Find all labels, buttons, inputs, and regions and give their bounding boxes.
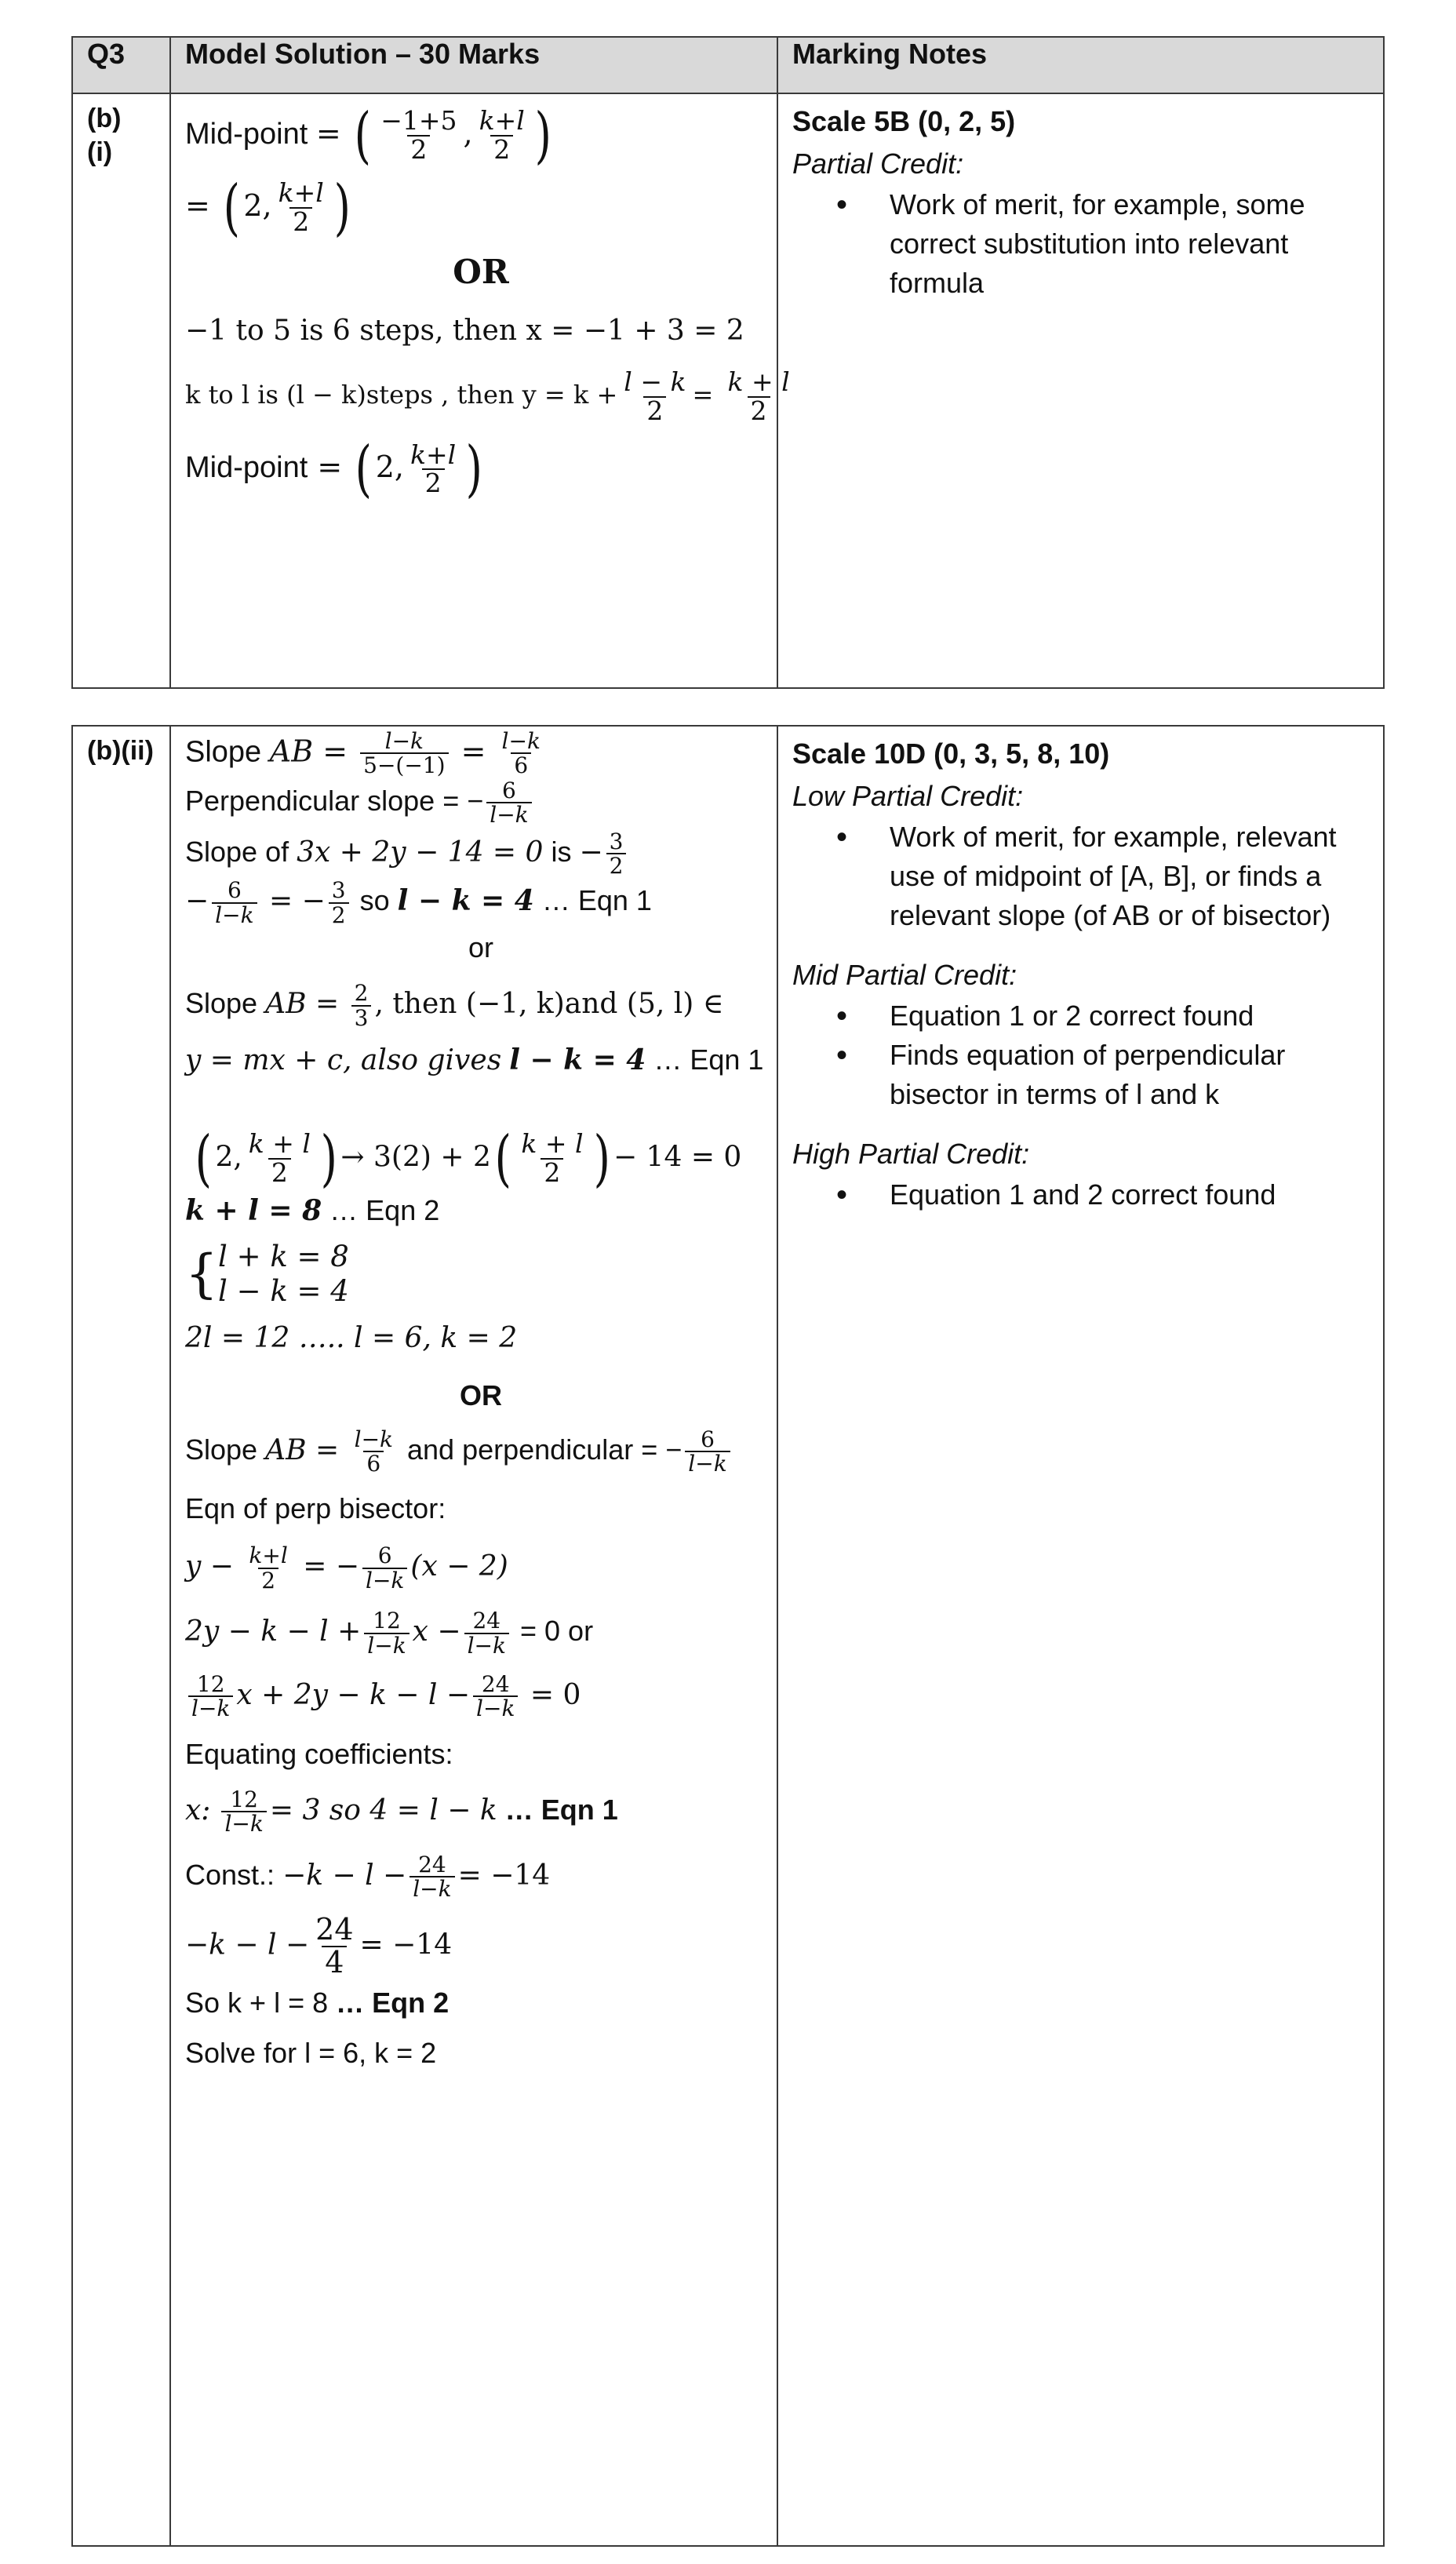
list-item: • Equation 1 or 2 correct found xyxy=(792,996,1383,1036)
eqn2-line: k + l = 8 … Eqn 2 xyxy=(185,1193,440,1227)
high-partial-credit-label: High Partial Credit: xyxy=(792,1138,1030,1170)
x-coefficient-line: x: $\frac{12}{l-k}$ = 3 so 4 = l − k … Eqn 1 xyxy=(185,1786,618,1837)
perp-bisector-heading: Eqn of perp bisector: xyxy=(185,1492,446,1525)
header-row xyxy=(72,37,1384,93)
marking-scheme-table-b-ii xyxy=(71,725,1385,2547)
slope-ab-line: Slope AB = $\frac{l-k}{5-(-1)}$ = $\frac{l-k}{6}$ xyxy=(185,728,541,779)
part-label-i: (i) xyxy=(87,137,113,167)
or-divider-small: or xyxy=(468,931,493,964)
low-partial-credit-list xyxy=(792,818,1383,935)
partial-credit-label: Partial Credit: xyxy=(792,148,964,180)
marking-scheme-table-b-i xyxy=(71,36,1385,689)
ymx-line: y = mx + c, also gives l − k = 4 … Eqn 1 xyxy=(185,1043,764,1076)
part-label: (b)(ii) xyxy=(72,726,170,2546)
part-label xyxy=(72,93,170,688)
header-question: Q3 xyxy=(72,37,170,93)
midpoint-final-line: Mid-point = ( 2, $\frac{k+l}{2}$ ) xyxy=(185,434,483,505)
midpoint-word: Mid-point xyxy=(185,118,308,151)
list-item: • Finds equation of perpendicular bisector in terms of l and k xyxy=(792,1036,1383,1114)
mid-partial-credit-label: Mid Partial Credit: xyxy=(792,959,1017,991)
eqn1-derivation-line: − $\frac{6}{l-k}$ = − $\frac{3}{2}$ so l − k = 4 … Eqn 1 xyxy=(185,877,652,928)
frac-y: $\frac{k+l}{2}$ xyxy=(479,105,525,165)
model-solution-cell xyxy=(170,93,790,688)
equating-heading: Equating coefficients: xyxy=(185,1737,453,1770)
slope-ab-perp-line: Slope AB = $\frac{l-k}{6}$ and perpendicular = − $\frac{6}{l-k}$ xyxy=(185,1428,777,1476)
list-item: • Work of merit, for example, relevant use of midpoint of [A, B], or finds a relevant slope (of AB or of bisector) xyxy=(792,818,1383,935)
part-b-ii-row xyxy=(72,726,1384,2546)
solve-line: 2l = 12 ….. l = 6, k = 2 xyxy=(185,1321,518,1354)
steps-y-line: k to l is (l − k)steps , then y = k + $\frac{l - k}{2}$ = $\frac{k + l}{2}$ xyxy=(185,366,790,426)
part-b-i-row xyxy=(72,93,1384,688)
list-item: • Work of merit, for example, some correct substitution into relevant formula xyxy=(792,185,1383,303)
or-divider-big: OR xyxy=(460,1379,502,1411)
system-line: { l + k = 8 l − k = 4 xyxy=(185,1239,349,1309)
solve-for-line: Solve for l = 6, k = 2 xyxy=(185,2037,437,2070)
expanded-equation-line: 2y − k − l + $\frac{12}{l-k}$ x − $\frac{24}{l-k}$ = 0 or xyxy=(185,1608,594,1659)
frac-x: $\frac{-1+5}{2}$ xyxy=(380,105,457,165)
substituted-constant-line: −k − l − $\frac{24}{4}$ = −14 xyxy=(185,1912,453,1980)
or-divider: OR xyxy=(453,253,509,291)
constant-line: Const.: −k − l − $\frac{24}{l-k}$ = −14 xyxy=(185,1851,551,1902)
mid-partial-credit-list xyxy=(792,996,1383,1114)
slope-ab-alt-line: Slope AB = $\frac{2}{3}$ , then (−1, k)and (5, l) ∈ xyxy=(185,980,724,1031)
marking-notes-cell xyxy=(777,726,1384,2546)
model-solution-cell xyxy=(170,726,777,2546)
list-item: • Equation 1 and 2 correct found xyxy=(792,1175,1383,1215)
part-label-b: (b) xyxy=(87,104,122,133)
header-model-solution: Model Solution – 30 Marks xyxy=(170,37,777,93)
low-partial-credit-label: Low Partial Credit: xyxy=(792,780,1024,812)
so-eqn2-line: So k + l = 8 … Eqn 2 xyxy=(185,1987,450,2020)
perpendicular-slope-line: Perpendicular slope = − $\frac{6}{l-k}$ xyxy=(185,779,777,827)
substitution-line: ( 2, $\frac{k + l}{2}$ ) → 3(2) + 2( $\frac{k + l}{2}$ ) − 14 = 0 xyxy=(195,1123,742,1194)
steps-x-line: −1 to 5 is 6 steps, then x = −1 + 3 = 2 xyxy=(185,315,744,347)
marking-notes-cell xyxy=(777,93,1384,688)
header-marking-notes: Marking Notes xyxy=(777,37,1384,93)
high-partial-credit-list xyxy=(792,1175,1383,1215)
partial-credit-list xyxy=(792,185,1383,303)
midpoint-formula-line: Mid-point = ( $\frac{-1+5}{2}$ , $\frac{k+l}{2}$ ) xyxy=(185,100,551,171)
perp-bisector-equation: y − $\frac{k+l}{2}$ = − $\frac{6}{l-k}$ (x − 2) xyxy=(185,1542,508,1593)
slope-of-line: Slope of 3x + 2y − 14 = 0 is − $\frac{3}{2}$ xyxy=(185,830,777,878)
scale-label: Scale 5B (0, 2, 5) xyxy=(792,105,1016,137)
midpoint-result-line: = ( 2, $\frac{k+l}{2}$ ) xyxy=(185,173,351,243)
scale-label: Scale 10D (0, 3, 5, 8, 10) xyxy=(792,738,1110,770)
rearranged-equation-line: $\frac{12}{l-k}$ x + 2y − k − l − $\frac{24}{l-k}$ = 0 xyxy=(185,1673,777,1721)
